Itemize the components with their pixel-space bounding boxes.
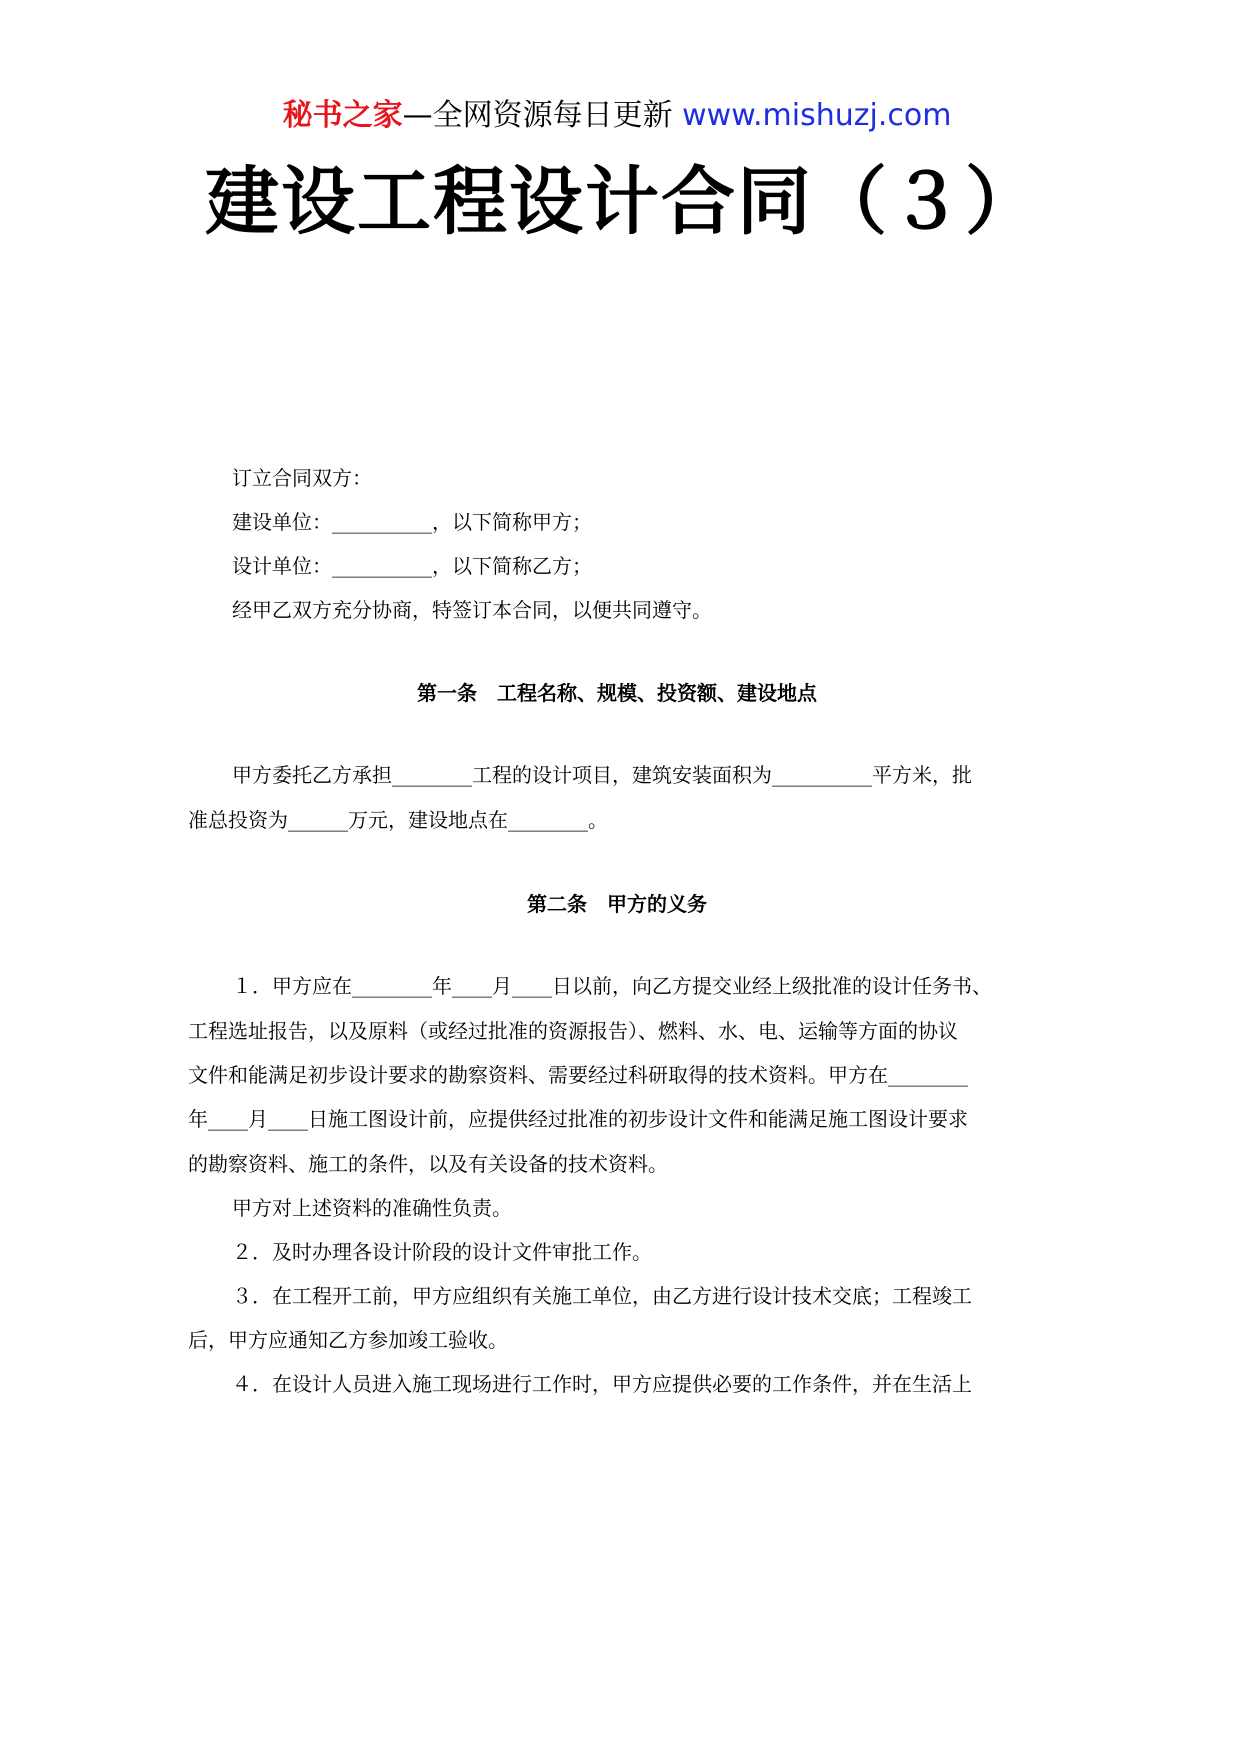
article-2-line: 年____月____日施工图设计前，应提供经过批准的初步设计文件和能满足施工图设计要求 (188, 1107, 968, 1131)
article-2-line: ４．在设计人员进入施工现场进行工作时，甲方应提供必要的工作条件，并在生活上 (232, 1372, 972, 1396)
article-2-line: 工程选址报告，以及原料（或经过批准的资源报告）、燃料、水、电、运输等方面的协议 (188, 1019, 958, 1043)
article-2-heading: 第二条 甲方的义务 (527, 892, 707, 916)
article-1-line: 准总投资为______万元，建设地点在________。 (188, 808, 608, 832)
client-party-line: 建设单位：__________，以下简称甲方； (232, 510, 592, 534)
article-2-line: 文件和能满足初步设计要求的勘察资料、需要经过科研取得的技术资料。甲方在________ (188, 1063, 968, 1087)
article-2-line: 后，甲方应通知乙方参加竣工验收。 (188, 1328, 508, 1352)
banner-tagline: —全网资源每日更新 (402, 98, 683, 133)
article-2-line: ３．在工程开工前，甲方应组织有关施工单位，由乙方进行设计技术交底；工程竣工 (232, 1284, 972, 1308)
parties-intro: 订立合同双方： (232, 466, 372, 490)
article-2-line: 的勘察资料、施工的条件，以及有关设备的技术资料。 (188, 1152, 668, 1176)
brand-name: 秘书之家 (282, 98, 403, 133)
article-1-heading: 第一条 工程名称、规模、投资额、建设地点 (417, 681, 817, 705)
article-2-line: 甲方对上述资料的准确性负责。 (232, 1196, 512, 1220)
document-title: 建设工程设计合同（３） (205, 159, 1041, 245)
article-2-line: ２．及时办理各设计阶段的设计文件审批工作。 (232, 1240, 652, 1264)
site-banner (0, 96, 1234, 136)
site-url-link[interactable]: www.mishuzj.com (682, 98, 952, 133)
article-1-line: 甲方委托乙方承担________工程的设计项目，建筑安装面积为__________平方米，批 (232, 763, 972, 787)
article-2-line: １．甲方应在________年____月____日以前，向乙方提交业经上级批准的设计任务书、 (232, 974, 992, 998)
agreement-line: 经甲乙双方充分协商，特签订本合同，以便共同遵守。 (232, 598, 712, 622)
designer-party-line: 设计单位：__________，以下简称乙方； (232, 554, 592, 578)
